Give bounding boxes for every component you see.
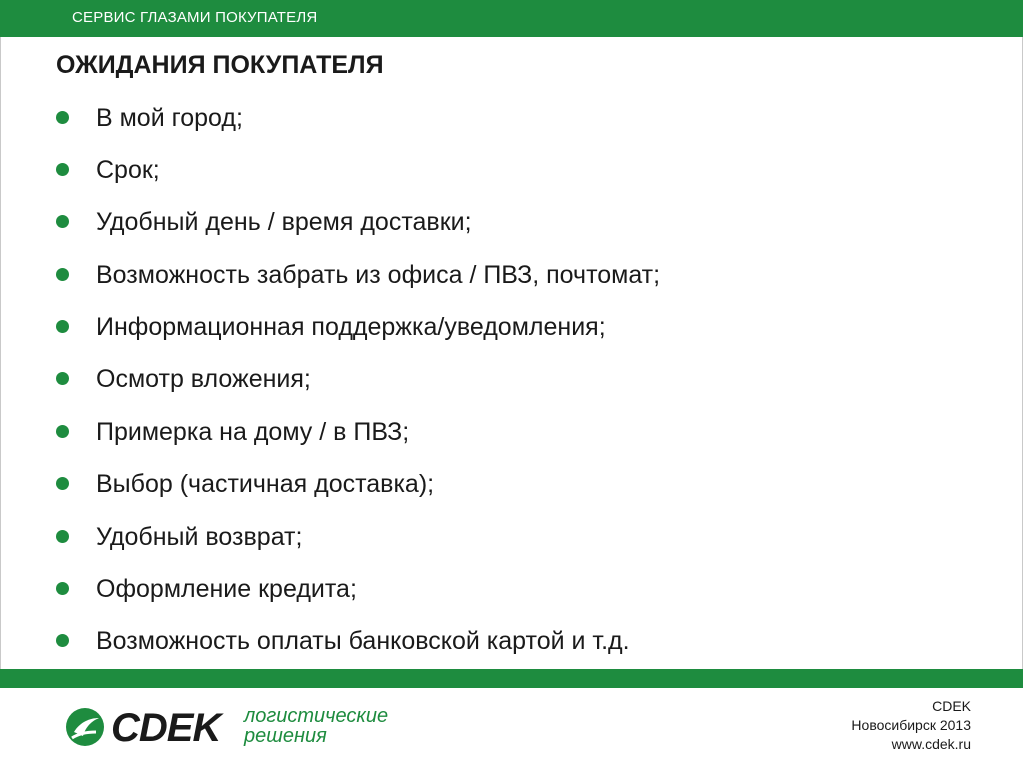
bullet-dot-icon	[56, 582, 69, 595]
bullet-dot-icon	[56, 372, 69, 385]
bullet-item	[56, 100, 243, 136]
bullet-item	[56, 204, 472, 240]
bullet-dot-icon	[56, 320, 69, 333]
slide-heading: ОЖИДАНИЯ ПОКУПАТЕЛЯ	[56, 51, 384, 79]
bullet-dot-icon	[56, 111, 69, 124]
bullet-dot-icon	[56, 477, 69, 490]
section-title: СЕРВИС ГЛАЗАМИ ПОКУПАТЕЛЯ	[72, 9, 318, 26]
cdek-logo	[66, 706, 426, 750]
logo-wordmark: CDEK	[111, 706, 221, 750]
footer-company: CDEK	[932, 698, 971, 714]
bullet-text: Возможность оплаты банковской картой и т.д.	[96, 627, 630, 655]
logo-tagline-line2: решения	[244, 725, 327, 747]
bullet-text: Срок;	[96, 156, 160, 184]
bullet-dot-icon	[56, 163, 69, 176]
bullet-dot-icon	[56, 425, 69, 438]
footer-website: www.cdek.ru	[891, 736, 971, 752]
bullet-item	[56, 361, 311, 397]
bullet-text: Удобный возврат;	[96, 523, 303, 551]
bullet-dot-icon	[56, 530, 69, 543]
bullet-item	[56, 623, 630, 659]
footer-info	[851, 697, 971, 754]
logo-tagline-line1: логистические	[244, 705, 389, 727]
bullet-item	[56, 519, 302, 555]
bullet-text: В мой город;	[96, 104, 243, 132]
cdek-logo-mark-icon	[66, 708, 104, 746]
bullet-text: Выбор (частичная доставка);	[96, 470, 435, 498]
bullet-text: Информационная поддержка/уведомления;	[96, 313, 606, 341]
logo-tagline	[244, 706, 434, 746]
bullet-dot-icon	[56, 634, 69, 647]
bullet-item	[56, 414, 409, 450]
footer-city-year: Новосибирск 2013	[851, 717, 971, 733]
bullet-item	[56, 571, 357, 607]
bullet-item	[56, 466, 434, 502]
bullet-dot-icon	[56, 215, 69, 228]
bullet-item	[56, 257, 660, 293]
bullet-text: Удобный день / время доставки;	[96, 208, 472, 236]
footer-bar	[0, 669, 1023, 688]
bullet-text: Оформление кредита;	[96, 575, 357, 603]
bullet-item	[56, 152, 160, 188]
bullet-text: Осмотр вложения;	[96, 365, 311, 393]
bullet-dot-icon	[56, 268, 69, 281]
bullet-text: Примерка на дому / в ПВЗ;	[96, 418, 410, 446]
bullet-text: Возможность забрать из офиса / ПВЗ, почтомат;	[96, 261, 661, 289]
bullet-item	[56, 309, 606, 345]
